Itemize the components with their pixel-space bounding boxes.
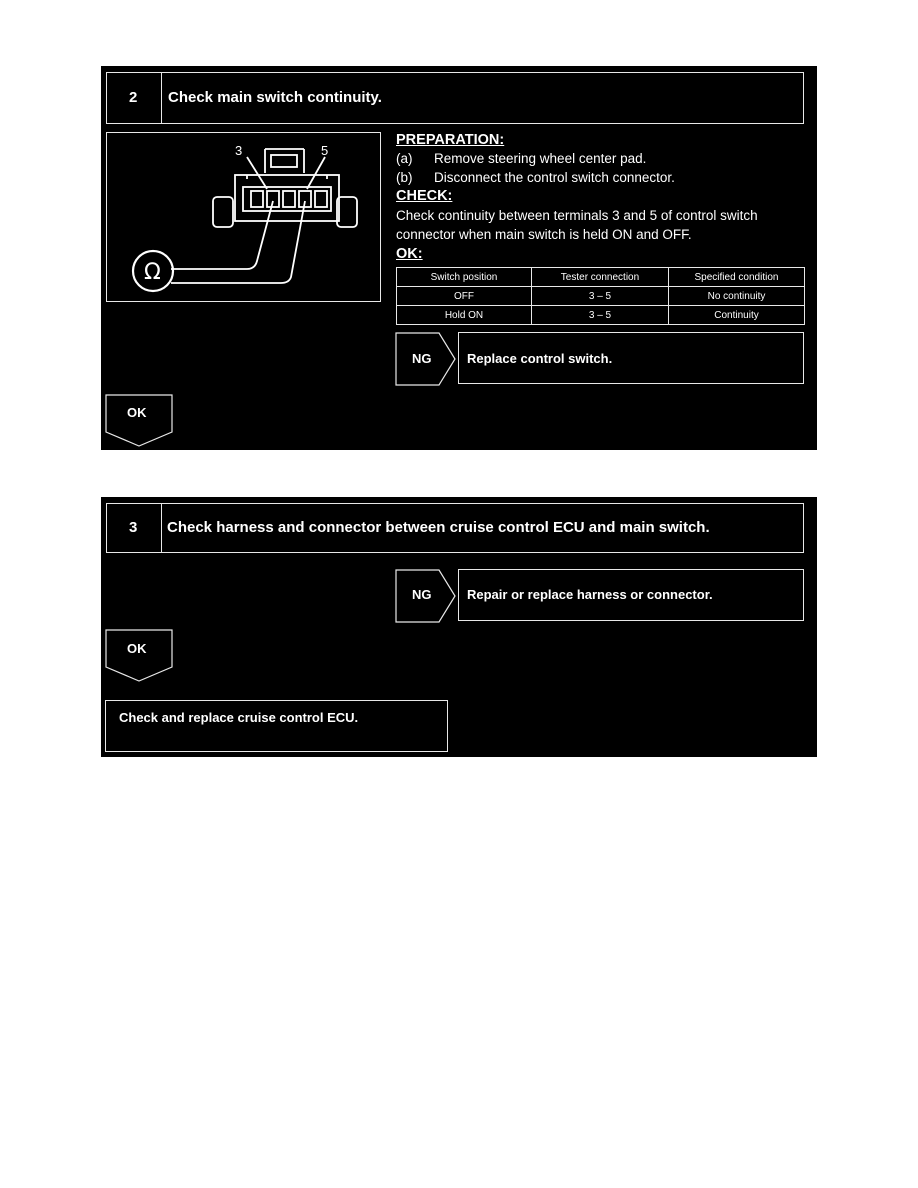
table-cell: Hold ON [397, 306, 532, 325]
step-3-title: Check harness and connector between cruise control ECU and main switch. [167, 519, 710, 536]
preparation-heading: PREPARATION: [396, 132, 505, 148]
step-3-number: 3 [129, 519, 138, 536]
table-header: Tester connection [532, 268, 669, 287]
step-2-title: Check main switch continuity. [168, 89, 382, 106]
ok-label: OK [127, 405, 147, 420]
ng-label: NG [412, 587, 432, 602]
terminal-3-label: 3 [235, 143, 243, 158]
table-cell: No continuity [669, 287, 805, 306]
table-row [397, 287, 805, 306]
prep-marker-a: (a) [396, 151, 413, 166]
table-cell: Continuity [669, 306, 805, 325]
ok-heading: OK: [396, 246, 423, 262]
table-row [397, 306, 805, 325]
ok-arrow-icon [105, 629, 173, 683]
table-header: Switch position [397, 268, 532, 287]
ng-label: NG [412, 351, 432, 366]
ok-arrow-icon [105, 394, 173, 448]
prep-item-b: Disconnect the control switch connector. [434, 170, 675, 185]
step-2-number: 2 [129, 89, 138, 106]
table-header: Specified condition [669, 268, 805, 287]
step-2-panel [101, 66, 817, 450]
ok-label: OK [127, 641, 147, 656]
connector-diagram [106, 132, 381, 302]
table-cell: 3 – 5 [532, 306, 669, 325]
ng-action: Replace control switch. [467, 351, 613, 366]
check-line-2: connector when main switch is held ON and OFF. [396, 227, 692, 242]
prep-marker-b: (b) [396, 170, 413, 185]
prep-item-a: Remove steering wheel center pad. [434, 151, 647, 166]
final-action: Check and replace cruise control ECU. [119, 710, 359, 725]
terminal-5-label: 5 [321, 143, 329, 158]
ng-action: Repair or replace harness or connector. [467, 587, 713, 602]
connector-diagram-svg [107, 133, 380, 301]
table-header-row [397, 268, 805, 287]
table-cell: 3 – 5 [532, 287, 669, 306]
step-3-panel [101, 497, 817, 757]
ohm-symbol: Ω [144, 260, 161, 285]
final-action-box [105, 700, 448, 752]
check-heading: CHECK: [396, 188, 453, 204]
table-cell: OFF [397, 287, 532, 306]
check-line-1: Check continuity between terminals 3 and 5 of control switch [396, 208, 758, 223]
spec-table [396, 267, 805, 325]
